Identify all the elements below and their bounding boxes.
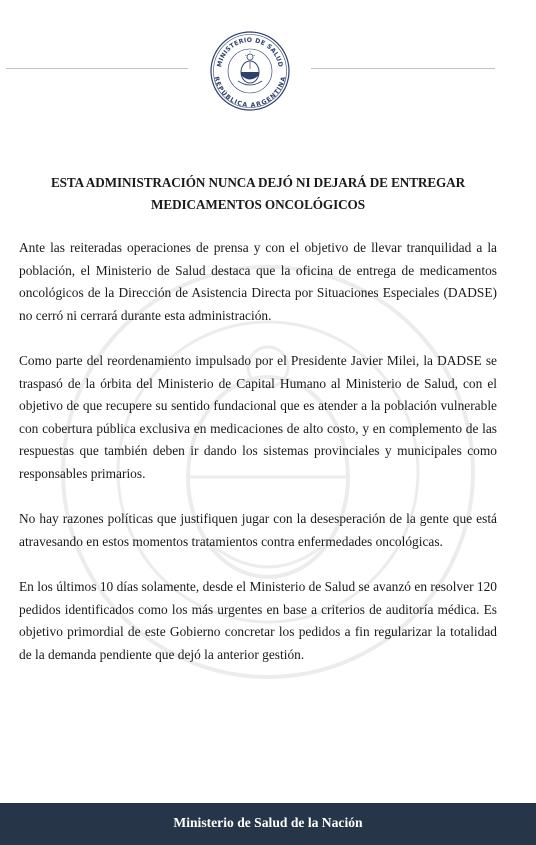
header-divider-right xyxy=(311,68,495,69)
title-line-1: ESTA ADMINISTRACIÓN NUNCA DEJÓ NI DEJARÁ DE ENTREGAR xyxy=(50,175,466,190)
paragraph: Ante las reiteradas operaciones de prensa y con el objetivo de llevar tranquilidad a la población, el Ministerio de Salud destaca que la oficina de entrega de medicamentos oncológicos de la Dirección de Asistencia Directa por Situaciones Especiales (DADSE) no cerró ni cerrará durante esta administración. xyxy=(19,240,497,323)
ministry-seal-icon xyxy=(210,31,290,111)
footer-bar xyxy=(0,803,536,845)
paragraph: En los últimos 10 días solamente, desde el Ministerio de Salud se avanzó en resolver 120 pedidos identificados como los más urgentes en base a criterios de auditoría médica. Es objetivo primordial de este Gobierno concretar los pedidos a fin regularizar la totalidad de la demanda pendiente que dejó la anterior gestión. xyxy=(19,578,497,662)
footer-text: Ministerio de Salud de la Nación xyxy=(173,814,363,830)
seal-bottom-text: REPÚBLICA ARGENTINA xyxy=(212,75,288,110)
paragraph: No hay razones políticas que justifiquen jugar con la desesperación de la gente que está atravesando en estos momentos tratamientos contra enfermedades oncológicas. xyxy=(19,511,497,549)
document-body xyxy=(19,237,497,689)
header-divider-left xyxy=(6,68,188,69)
title-line-2: MEDICAMENTOS ONCOLÓGICOS xyxy=(151,197,365,212)
document-title xyxy=(20,172,496,216)
paragraph: Como parte del reordenamiento impulsado por el Presidente Javier Milei, la DADSE se traspasó de la órbita del Ministerio de Capital Humano al Ministerio de Salud, con el objetivo de que recupere su sentido fundacional que es atender a la población vulnerable con cobertura pública exclusiva en medicaciones de alto costo, y en complemento de las respuestas que también deben ir dando los sistemas provinciales y municipales como responsables primarios. xyxy=(19,352,497,481)
seal-top-text: MINISTERIO DE SALUD xyxy=(216,36,284,68)
